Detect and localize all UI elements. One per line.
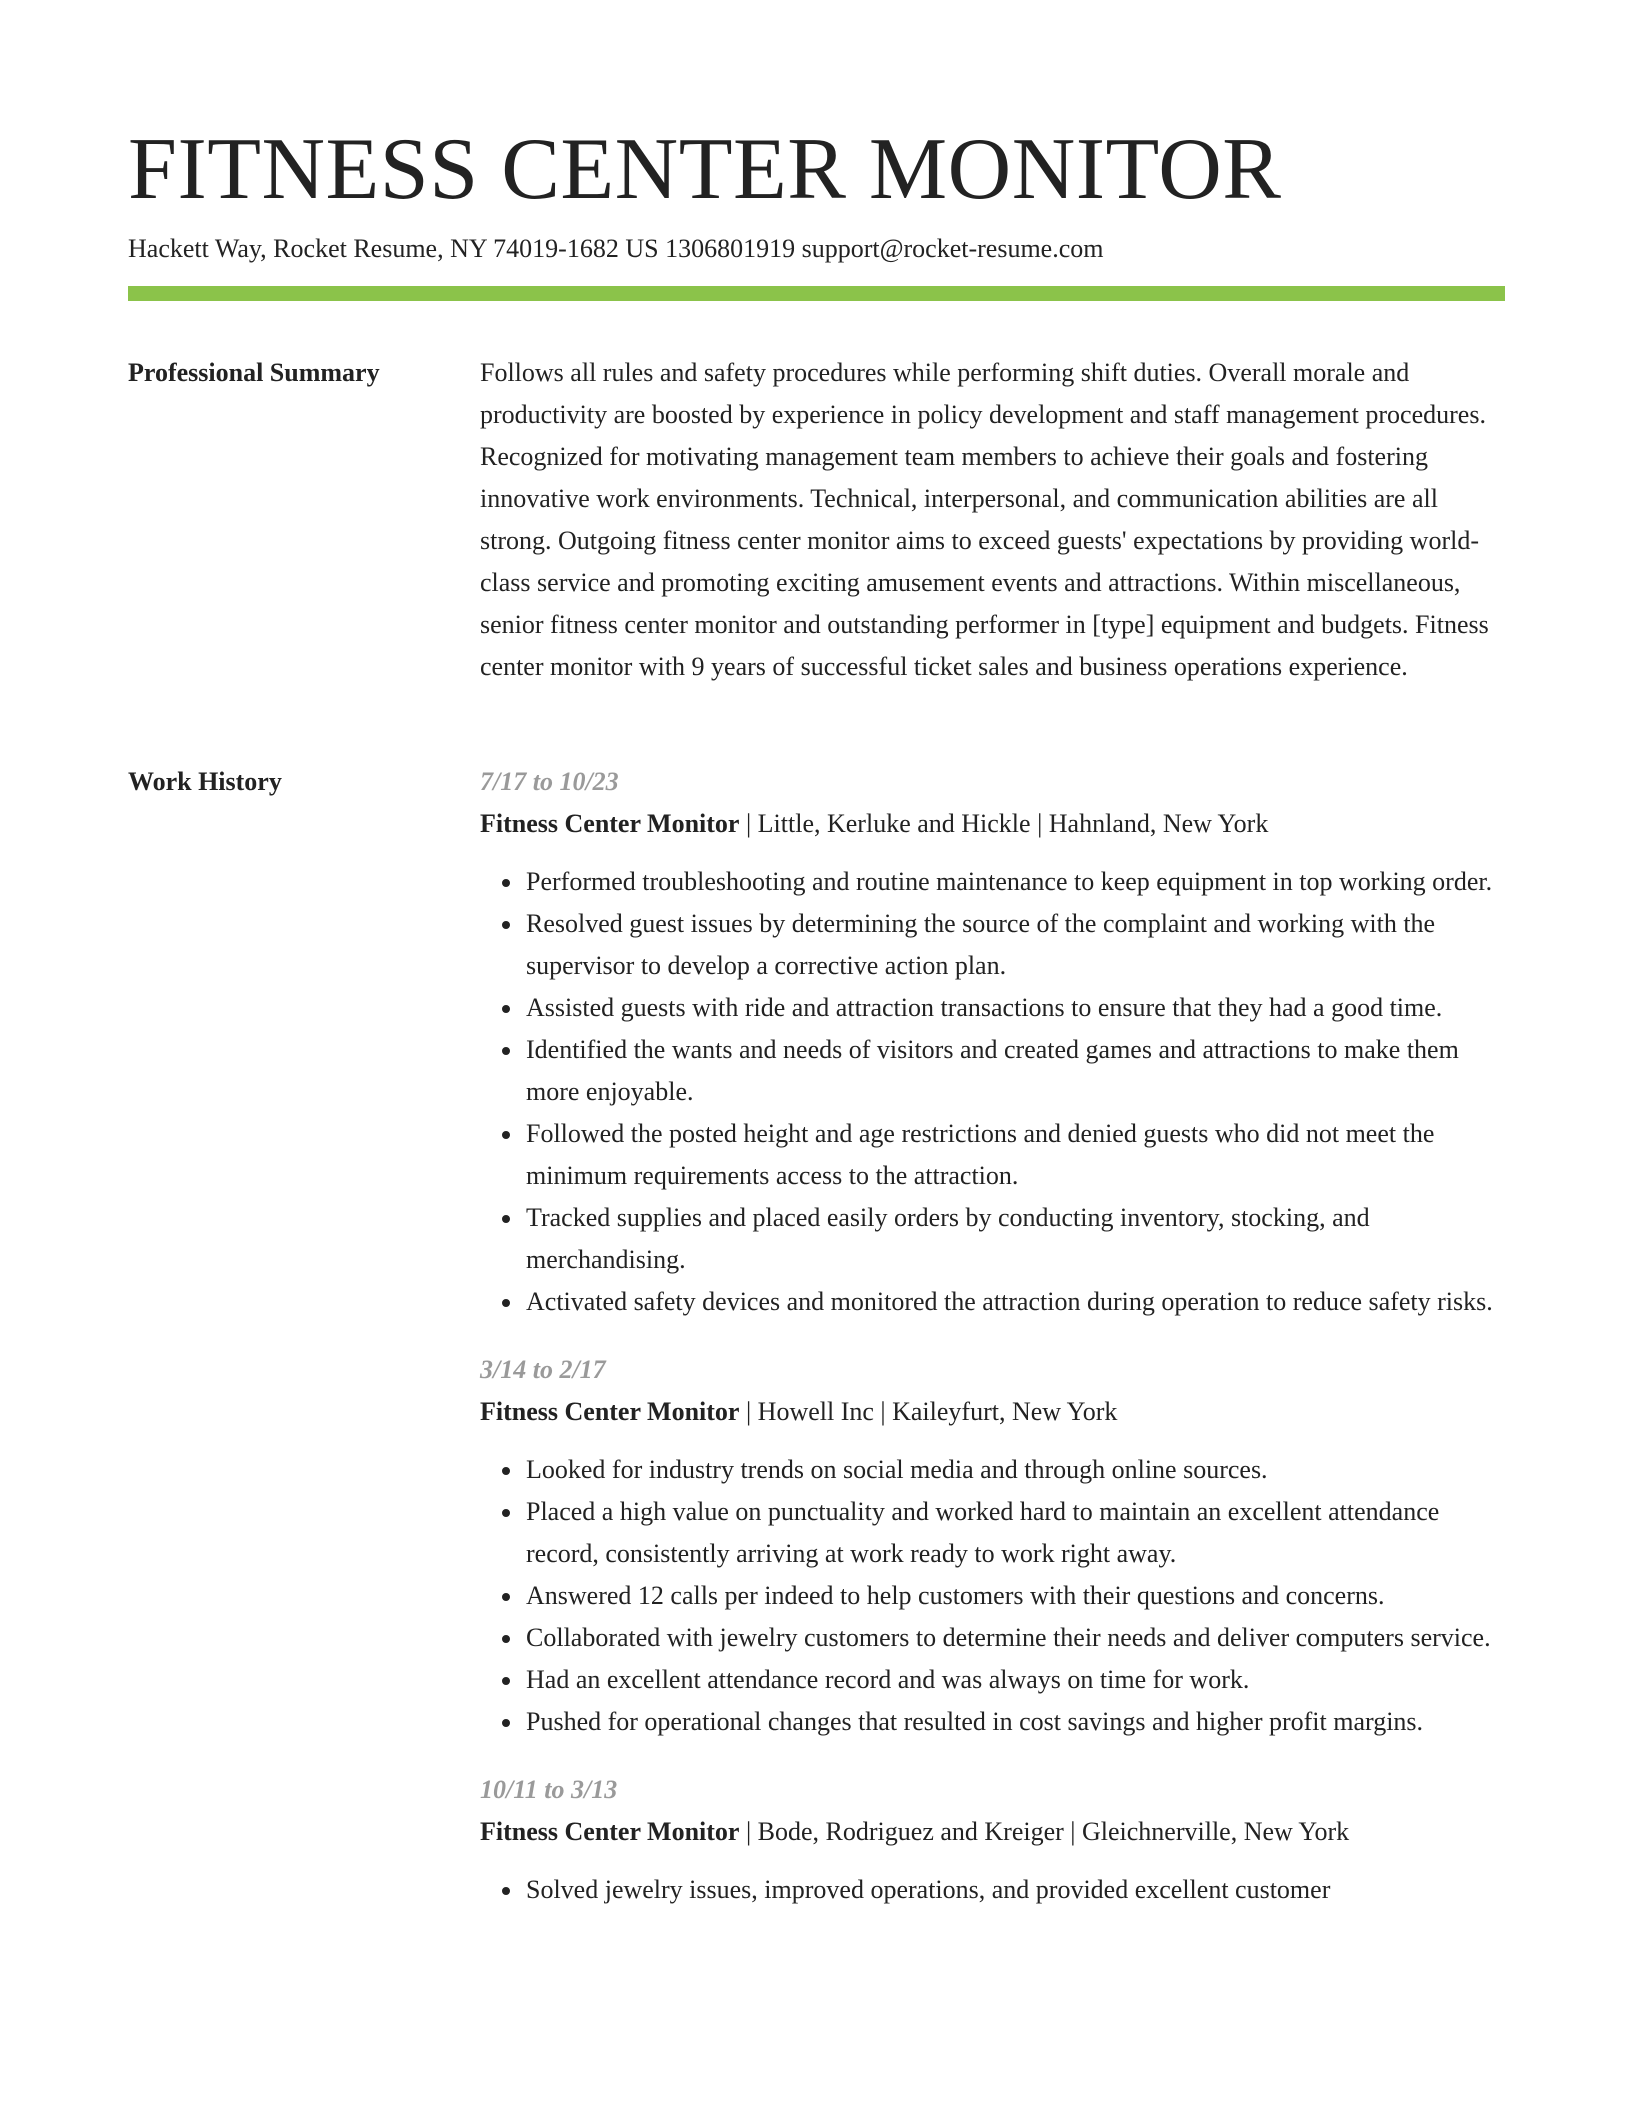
header-divider bbox=[128, 286, 1505, 301]
job-title-line bbox=[480, 803, 1505, 845]
duty-item: • Placed a high value on punctuality and worked hard to maintain an excellent attendance record, consistently arriving at work ready to work right away. bbox=[524, 1491, 1505, 1575]
job-duties-list bbox=[480, 1869, 1505, 1911]
job-dates: 3/14 to 2/17 bbox=[480, 1355, 606, 1384]
job-duties-list bbox=[480, 1449, 1505, 1743]
duty-item: • Solved jewelry issues, improved operations, and provided excellent customer bbox=[524, 1869, 1505, 1911]
work-history-label: Work History bbox=[128, 767, 282, 796]
duty-item: • Answered 12 calls per indeed to help customers with their questions and concerns. bbox=[524, 1575, 1505, 1617]
job-entry bbox=[480, 761, 1505, 1323]
summary-label: Professional Summary bbox=[128, 358, 380, 387]
duty-item: • Had an excellent attendance record and was always on time for work. bbox=[524, 1659, 1505, 1701]
job-duties-list bbox=[480, 861, 1505, 1323]
duty-item: • Pushed for operational changes that resulted in cost savings and higher profit margins. bbox=[524, 1701, 1505, 1743]
summary-body bbox=[480, 352, 1505, 688]
duty-item: • Identified the wants and needs of visitors and created games and attractions to make them more enjoyable. bbox=[524, 1029, 1505, 1113]
duty-item: • Assisted guests with ride and attraction transactions to ensure that they had a good time. bbox=[524, 987, 1505, 1029]
job-entry bbox=[480, 1769, 1505, 1911]
job-title-line bbox=[480, 1391, 1505, 1433]
job-details: | Howell Inc | Kaileyfurt, New York bbox=[739, 1397, 1118, 1426]
duty-item: • Resolved guest issues by determining the source of the complaint and working with the supervisor to develop a corrective action plan. bbox=[524, 903, 1505, 987]
job-title: Fitness Center Monitor bbox=[480, 1397, 740, 1426]
job-details: | Bode, Rodriguez and Kreiger | Gleichnerville, New York bbox=[739, 1817, 1350, 1846]
summary-text: Follows all rules and safety procedures while performing shift duties. Overall morale and productivity are boosted by experience in policy development and staff management procedures. Recognized for motivating management team members to achieve their goals and fostering innovative work environments. Technical, interpersonal, and communication abilities are all strong. Outgoing fitness center monitor aims to exceed guests' expectations by providing world-class service and promoting exciting amusement events and attractions. Within miscellaneous, senior fitness center monitor and outstanding performer in [type] equipment and budgets. Fitness center monitor with 9 years of successful ticket sales and business operations experience. bbox=[480, 358, 1489, 681]
job-title-line bbox=[480, 1811, 1505, 1853]
duty-item: • Activated safety devices and monitored the attraction during operation to reduce safety risks. bbox=[524, 1281, 1505, 1323]
contact-info: Hackett Way, Rocket Resume, NY 74019-1682 US 1306801919 support@rocket-resume.com bbox=[128, 234, 1104, 263]
resume-name-heading: FITNESS CENTER MONITOR bbox=[128, 121, 1282, 218]
duty-item: • Looked for industry trends on social media and through online sources. bbox=[524, 1449, 1505, 1491]
job-title: Fitness Center Monitor bbox=[480, 809, 740, 838]
job-dates: 7/17 to 10/23 bbox=[480, 767, 619, 796]
duty-item: • Collaborated with jewelry customers to determine their needs and deliver computers service. bbox=[524, 1617, 1505, 1659]
job-title: Fitness Center Monitor bbox=[480, 1817, 740, 1846]
duty-item: • Tracked supplies and placed easily orders by conducting inventory, stocking, and merchandising. bbox=[524, 1197, 1505, 1281]
work-history-body bbox=[480, 761, 1505, 1937]
duty-item: • Followed the posted height and age restrictions and denied guests who did not meet the minimum requirements access to the attraction. bbox=[524, 1113, 1505, 1197]
job-dates: 10/11 to 3/13 bbox=[480, 1775, 618, 1804]
duty-item: • Performed troubleshooting and routine maintenance to keep equipment in top working order. bbox=[524, 861, 1505, 903]
job-details: | Little, Kerluke and Hickle | Hahnland, New York bbox=[739, 809, 1269, 838]
job-entry bbox=[480, 1349, 1505, 1743]
